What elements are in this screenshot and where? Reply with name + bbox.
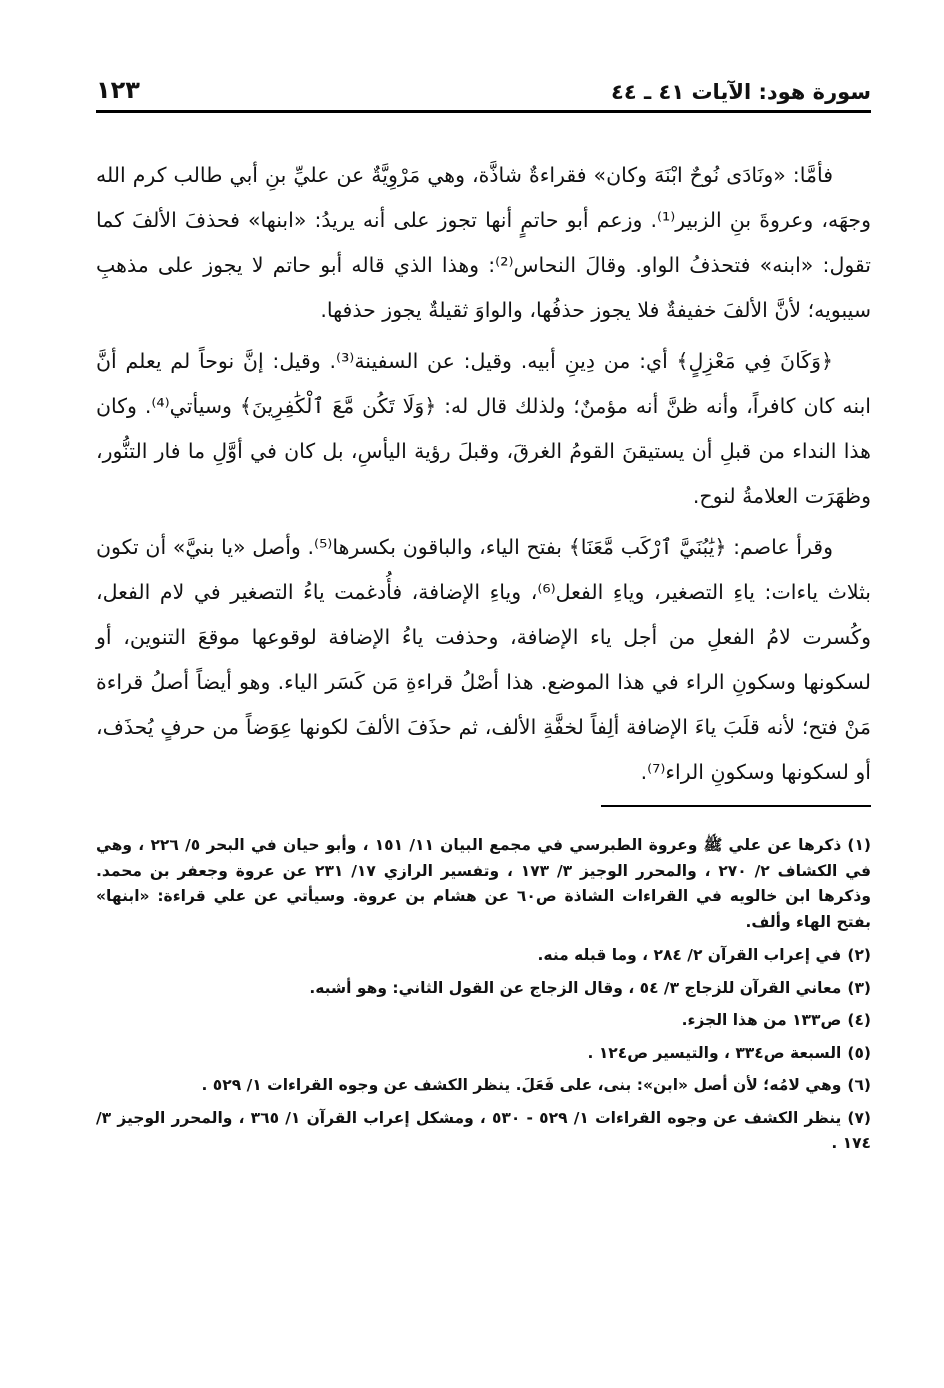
book-page	[96, 60, 871, 1165]
footnote	[96, 1008, 871, 1034]
main-text	[96, 153, 871, 795]
footnote	[96, 943, 871, 969]
header-rule	[96, 110, 871, 113]
page-number: ١٢٣	[96, 76, 140, 104]
footnote-number: (١)	[847, 836, 872, 854]
footnote-text: ص١٣٣ من هذا الجزء.	[681, 1011, 842, 1029]
footnote-separator	[601, 805, 871, 807]
footnote-text: معاني القرآن للزجاج ٣/ ٥٤ ، وقال الزجاج عن القول الثاني: وهو أشبه.	[309, 978, 842, 997]
footnote	[96, 1041, 871, 1067]
surah-title: سورة هود: الآيات ٤١ ـ ٤٤	[611, 80, 871, 104]
paragraph: وقرأ عاصم: ﴿يَٰبُنَيَّ ٱرْكَب مَّعَنَا﴾ بفتح الياء، والباقون بكسرها⁽⁵⁾. وأصل «يا بنيَّ» أن تكون بثلاث ياءات: ياءِ التصغير، وياءِ الفعل⁽⁶⁾، وياءِ الإضافة، فأُدغمت ياءُ التصغير في لام الفعل، وكُسرت لامُ الفعلِ من أجل ياء الإضافة، وحذفت ياءُ الإضافة لوقوعها موقعَ التنوين، أو لسكونها وسكونِ الراء في هذا الموضع. هذا أصْلُ قراءةِ مَن كَسَر الياء. وهو أيضاً أصلُ قراءة مَنْ فتح؛ لأنه قلَبَ ياءَ الإضافة ألِفاً لخفَّةِ الألف، ثم حذَفَ الألفَ لكونها عِوَضاً من حرفٍ يُحذَف، أو لسكونها وسكونِ الراء⁽⁷⁾.	[96, 535, 872, 784]
paragraph: فأمَّا: «ونَادَى نُوحٌ ابْنَهَ وكان» فقراءةٌ شاذَّة، وهي مَرْوِيَّةٌ عن عليِّ بنِ أبي طالب كرم الله وجهَه، وعروةَ بنِ الزبير⁽¹⁾. وزعم أبو حاتمٍ أنها تجوز على أنه يريدُ: «ابنها» فحذفَ الألفَ كما تقول: «ابنه» فتحذفُ الواو. وقالَ النحاس⁽²⁾: وهذا الذي قاله أبو حاتم لا يجوز على مذهبِ سيبويه؛ لأنَّ الألفَ خفيفةٌ فلا يجوز حذفُها، والواوَ ثقيلةٌ يجوز حذفها.	[96, 163, 872, 322]
footnote-number: (٤)	[847, 1011, 871, 1029]
footnote-number: (٣)	[847, 978, 871, 997]
running-header	[96, 60, 871, 104]
paragraph: ﴿وَكَانَ فِي مَعْزِلٍ﴾ أي: من دِينِ أبيه. وقيل: عن السفينة⁽³⁾. وقيل: إنَّ نوحاً لم يعلم أنَّ ابنه كان كافراً، وأنه ظنَّ أنه مؤمنٌ؛ ولذلك قال له: ﴿وَلَا تَكُن مَّعَ ٱلْكَٰفِرِينَ﴾ وسيأتي⁽⁴⁾. وكان هذا النداء من قبلِ أن يستيقنَ القومُ الغرقَ، وقبلَ رؤية اليأسِ، بل كان في أوَّلِ ما فار التنُّور، وظهَرَت العلامةُ لنوح.	[96, 349, 871, 508]
footnote-text: وهي لامُه؛ لأن أصل «ابن»: بنى، على فَعَلَ. ينظر الكشف عن وجوه القراءات ١/ ٥٢٩ .	[201, 1076, 842, 1094]
footnote-text: ذكرها عن علي ﷺ وعروة الطبرسي في مجمع البيان ١١/ ١٥١ ، وأبو حيان في البحر ٥/ ٢٢٦ ، وهي في الكشاف ٢/ ٢٧٠ ، والمحرر الوجيز ٣/ ١٧٣ ، وتفسير الرازي ١٧/ ٢٣١ عن عروة وجعفر بن محمد. وذكرها ابن خالويه في القراءات الشاذة ص٦٠ عن هشام بن عروة. وسيأتي عن علي قراءة: «ابنها» بفتح الهاء وألف.	[96, 836, 872, 931]
footnotes	[96, 833, 871, 1157]
footnote-number: (٦)	[847, 1076, 871, 1094]
footnote-text: في إعراب القرآن ٢/ ٢٨٤ ، وما قبله منه.	[537, 946, 842, 964]
footnote-text: ينظر الكشف عن وجوه القراءات ١/ ٥٢٩ - ٥٣٠ ، ومشكل إعراب القرآن ١/ ٣٦٥ ، والمحرر الوجيز ٣/ ١٧٤ .	[96, 1108, 871, 1152]
footnote-number: (٥)	[847, 1043, 871, 1062]
footnote	[96, 1073, 871, 1099]
footnote	[96, 976, 871, 1002]
footnote-number: (٧)	[847, 1108, 872, 1127]
footnote	[96, 1106, 871, 1157]
footnote-number: (٢)	[847, 946, 871, 964]
footnote	[96, 833, 871, 935]
footnote-text: السبعة ص٣٣٤ ، والتيسير ص١٢٤ .	[587, 1043, 842, 1062]
